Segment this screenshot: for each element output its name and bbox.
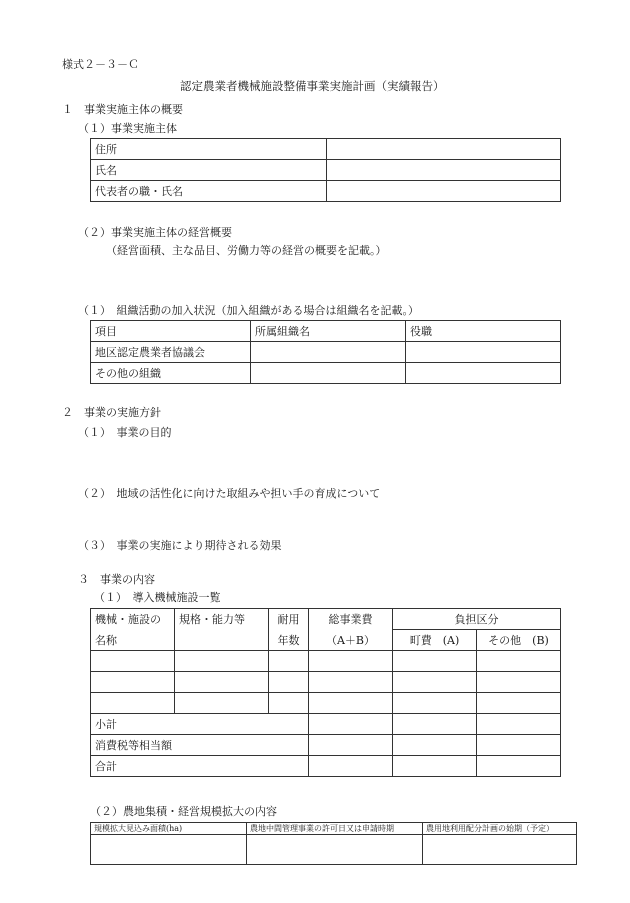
table-cell-value[interactable] bbox=[309, 735, 393, 756]
implementing-entity-table bbox=[90, 138, 561, 202]
table-row bbox=[91, 756, 561, 777]
table-header: 役職 bbox=[406, 321, 561, 342]
table-header: 総事業費 bbox=[309, 609, 393, 630]
table-cell-value[interactable] bbox=[175, 693, 269, 714]
table-cell-value[interactable] bbox=[309, 651, 393, 672]
table-header: 農用地利用配分計画の始期（予定） bbox=[423, 823, 577, 835]
table-cell-value[interactable] bbox=[393, 756, 477, 777]
table-cell-label: 氏名 bbox=[91, 160, 327, 181]
table-cell-value[interactable] bbox=[477, 693, 561, 714]
table-row bbox=[91, 160, 561, 181]
section-2-heading: ２ 事業の実施方針 bbox=[62, 406, 161, 419]
table-cell-value[interactable] bbox=[393, 672, 477, 693]
table-cell-value[interactable] bbox=[309, 714, 393, 735]
section-1-sub-3: （１） 組織活動の加入状況（加入組織がある場合は組織名を記載。） bbox=[78, 304, 419, 317]
table-header: 耐用 bbox=[269, 609, 309, 630]
section-1-sub-1: （１）事業実施主体 bbox=[78, 122, 177, 135]
table-header: （A＋B） bbox=[309, 630, 393, 651]
table-cell-value[interactable] bbox=[406, 363, 561, 384]
table-cell-value[interactable] bbox=[477, 651, 561, 672]
table-cell-value[interactable] bbox=[327, 139, 561, 160]
table-cell-value[interactable] bbox=[91, 693, 175, 714]
table-cell-value[interactable] bbox=[393, 693, 477, 714]
table-cell-label: その他の組織 bbox=[91, 363, 251, 384]
farmland-consolidation-table bbox=[90, 822, 577, 865]
table-row bbox=[91, 181, 561, 202]
table-cell-value[interactable] bbox=[247, 835, 423, 865]
section-3-heading: ３ 事業の内容 bbox=[78, 573, 155, 586]
section-1-heading: １ 事業実施主体の概要 bbox=[62, 103, 183, 116]
table-header: 所属組織名 bbox=[251, 321, 406, 342]
table-row bbox=[91, 714, 561, 735]
table-cell-value[interactable] bbox=[175, 651, 269, 672]
equipment-list-table bbox=[90, 608, 561, 777]
table-cell-value[interactable] bbox=[393, 714, 477, 735]
table-cell-label: 合計 bbox=[91, 756, 309, 777]
table-row bbox=[91, 321, 561, 342]
table-header: その他 (B) bbox=[477, 630, 561, 651]
table-cell-value[interactable] bbox=[477, 756, 561, 777]
section-1-sub-2: （２）事業実施主体の経営概要 bbox=[78, 226, 232, 239]
section-2-sub-3: （３） 事業の実施により期待される効果 bbox=[78, 539, 282, 552]
section-3-sub-1: （１） 導入機械施設一覧 bbox=[94, 591, 221, 604]
table-header: 町費 (A) bbox=[393, 630, 477, 651]
section-2-sub-1: （１） 事業の目的 bbox=[78, 426, 172, 439]
table-cell-label: 代表者の職・氏名 bbox=[91, 181, 327, 202]
table-header: 規格・能力等 bbox=[175, 609, 269, 630]
table-row bbox=[91, 651, 561, 672]
page-title: 認定農業者機械施設整備事業実施計画（実績報告） bbox=[180, 79, 445, 93]
table-cell-value[interactable] bbox=[269, 651, 309, 672]
table-row bbox=[91, 630, 561, 651]
table-cell-value[interactable] bbox=[269, 672, 309, 693]
table-header: 農地中間管理事業の許可日又は申請時期 bbox=[247, 823, 423, 835]
section-3-sub-2: （２）農地集積・経営規模拡大の内容 bbox=[90, 805, 277, 818]
table-cell-value[interactable] bbox=[91, 672, 175, 693]
table-cell-value[interactable] bbox=[406, 342, 561, 363]
table-cell-value[interactable] bbox=[477, 714, 561, 735]
table-row bbox=[91, 835, 577, 865]
table-cell-value[interactable] bbox=[251, 342, 406, 363]
table-row bbox=[91, 342, 561, 363]
section-2-sub-2: （２） 地域の活性化に向けた取組みや担い手の育成について bbox=[78, 487, 381, 500]
table-cell-value[interactable] bbox=[175, 672, 269, 693]
table-row bbox=[91, 735, 561, 756]
table-header: 年数 bbox=[269, 630, 309, 651]
table-header: 項目 bbox=[91, 321, 251, 342]
table-cell-value[interactable] bbox=[91, 835, 247, 865]
table-header bbox=[175, 630, 269, 651]
table-header: 負担区分 bbox=[393, 609, 561, 630]
table-cell-value[interactable] bbox=[269, 693, 309, 714]
form-id: 様式２－３－Ｃ bbox=[62, 58, 139, 71]
table-cell-value[interactable] bbox=[309, 693, 393, 714]
table-row bbox=[91, 693, 561, 714]
table-cell-value[interactable] bbox=[477, 672, 561, 693]
table-cell-value[interactable] bbox=[327, 160, 561, 181]
table-header: 規模拡大見込み面積(ha) bbox=[91, 823, 247, 835]
table-header: 名称 bbox=[91, 630, 175, 651]
table-cell-value[interactable] bbox=[309, 756, 393, 777]
table-row bbox=[91, 672, 561, 693]
table-cell-value[interactable] bbox=[477, 735, 561, 756]
table-cell-value[interactable] bbox=[327, 181, 561, 202]
table-cell-value[interactable] bbox=[251, 363, 406, 384]
table-cell-value[interactable] bbox=[423, 835, 577, 865]
table-cell-label: 小計 bbox=[91, 714, 309, 735]
section-1-sub-2-note: （経営面積、主な品目、労働力等の経営の概要を記載。） bbox=[106, 244, 387, 257]
table-row bbox=[91, 609, 561, 630]
table-row bbox=[91, 363, 561, 384]
table-cell-label: 消費税等相当額 bbox=[91, 735, 309, 756]
table-row bbox=[91, 823, 577, 835]
table-cell-value[interactable] bbox=[393, 735, 477, 756]
table-header: 機械・施設の bbox=[91, 609, 175, 630]
table-cell-label: 住所 bbox=[91, 139, 327, 160]
table-cell-value[interactable] bbox=[309, 672, 393, 693]
organization-table bbox=[90, 320, 561, 384]
table-cell-value[interactable] bbox=[393, 651, 477, 672]
table-cell-label: 地区認定農業者協議会 bbox=[91, 342, 251, 363]
table-row bbox=[91, 139, 561, 160]
table-cell-value[interactable] bbox=[91, 651, 175, 672]
